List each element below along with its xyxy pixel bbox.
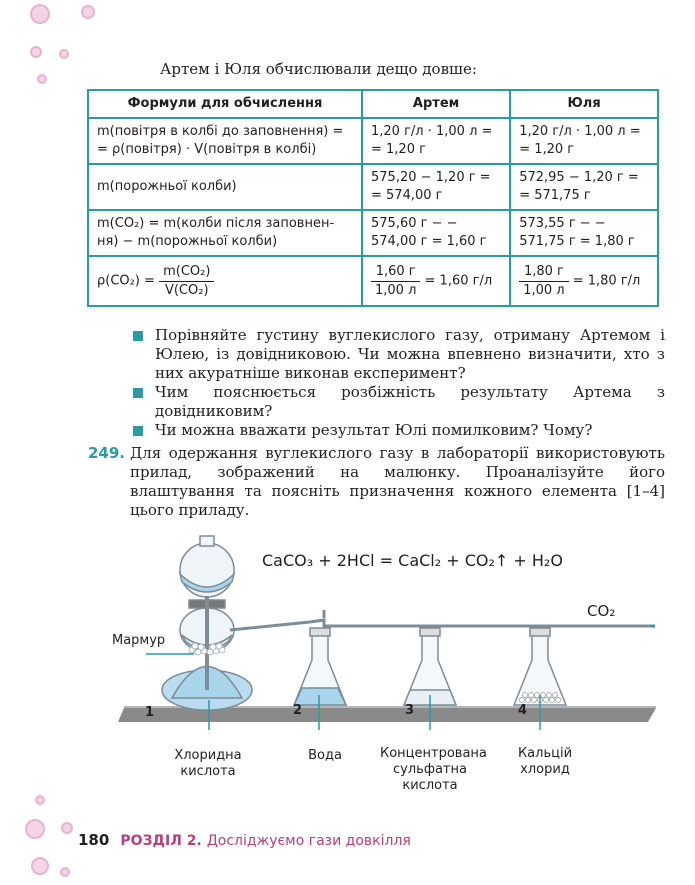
question-item: Чи можна вважати результат Юлі помилковим? Чому? [130, 421, 665, 440]
deco-circle [31, 5, 49, 23]
apparatus-number-1: 1 [145, 705, 155, 720]
artem-cell: 575,20 − 1,20 г = = 574,00 г [362, 164, 510, 210]
yulia-density-cell [510, 256, 658, 306]
connecting-tubes [310, 610, 650, 700]
table-row [88, 164, 658, 210]
density-lhs: ρ(CO₂) = [97, 273, 155, 289]
caption-sulfuric-acid: Концентрована сульфатна кислота [380, 746, 487, 793]
question-item: Чим пояснюється розбіжність результату Артема з довідниковим? [130, 383, 665, 421]
intro-text: Артем і Юля обчислювали дещо довше: [160, 60, 477, 78]
reaction-equation: CaCO₃ + 2HCl = CaCl₂ + CO₂↑ + H₂O [262, 551, 563, 570]
deco-circle [61, 868, 69, 876]
flask-calcium-chloride [514, 628, 566, 705]
fraction-numerator: m(CO₂) [159, 263, 214, 282]
deco-circle [38, 75, 46, 83]
flask-water [294, 628, 346, 705]
table-row [88, 118, 658, 164]
chapter-label: РОЗДІЛ 2. [120, 833, 202, 849]
question-list [130, 326, 665, 440]
deco-circle [60, 50, 68, 58]
formula-cell: m(повітря в колбі до заповнення) = = ρ(повітря) · V(повітря в колбі) [88, 118, 362, 164]
task-249 [88, 444, 665, 520]
header-formulas: Формули для обчислення [88, 90, 362, 118]
yulia-density-result: = 1,80 г/л [572, 273, 641, 289]
table-row [88, 210, 658, 256]
apparatus-number-2: 2 [293, 703, 303, 718]
chapter-title: Досліджуємо гази довкілля [206, 833, 411, 849]
deco-circle [32, 858, 48, 874]
task-text: Для одержання вуглекислого газу в лабораторії використовують прилад, зображений на малюнку. Проаналізуйте його влаштування та поясніть призначення кожного елемента [1–4] цього приладу. [130, 444, 665, 519]
density-formula-cell [88, 256, 362, 306]
yulia-cell: 572,95 − 1,20 г = = 571,75 г [510, 164, 658, 210]
yulia-cell: 573,55 г − − 571,75 г = 1,80 г [510, 210, 658, 256]
yulia-cell: 1,20 г/л · 1,00 л = = 1,20 г [510, 118, 658, 164]
fraction-denominator: 1,00 л [523, 282, 565, 298]
caption-water: Вода [308, 748, 342, 763]
artem-cell: 575,60 г − − 574,00 г = 1,60 г [362, 210, 510, 256]
page-footer [78, 830, 411, 849]
caption-hydrochloric-acid: Хлоридна кислота [174, 748, 242, 779]
caption-calcium-chloride: Кальцій хлорид [517, 746, 573, 777]
table-row-density [88, 256, 658, 306]
formula-cell: m(CO₂) = m(колби після заповнен-ня) − m(порожньої колби) [88, 210, 362, 256]
deco-circle [26, 820, 44, 838]
calculation-table [87, 89, 659, 307]
formula-cell: m(порожньої колби) [88, 164, 362, 210]
fraction-denominator: V(CO₂) [164, 282, 209, 298]
artem-fraction [371, 263, 420, 299]
apparatus-number-3: 3 [405, 703, 415, 718]
apparatus-illustration [110, 530, 670, 730]
artem-cell: 1,20 г/л · 1,00 л = = 1,20 г [362, 118, 510, 164]
table-header-row [88, 90, 658, 118]
header-artem: Артем [362, 90, 510, 118]
gas-label: CO₂ [587, 602, 616, 620]
fraction-numerator: 1,60 г [371, 263, 420, 282]
apparatus-number-4: 4 [518, 703, 528, 718]
question-item: Порівняйте густину вуглекислого газу, отриману Артемом і Юлею, із довідниковою. Чи можна впевнено визначити, хто з них акуратніше виконав експеримент? [130, 326, 665, 383]
fraction-denominator: 1,00 л [375, 282, 417, 298]
deco-circle [36, 796, 44, 804]
artem-density-result: = 1,60 г/л [424, 273, 493, 289]
page-number: 180 [78, 831, 110, 849]
kipp-apparatus [162, 536, 310, 710]
deco-circle [62, 823, 72, 833]
header-yulia: Юля [510, 90, 658, 118]
fraction-numerator: 1,80 г [519, 263, 568, 282]
yulia-fraction [519, 263, 568, 299]
density-fraction [159, 263, 214, 299]
task-number: 249. [88, 444, 126, 462]
artem-density-cell [362, 256, 510, 306]
flask-sulfuric-acid [404, 628, 456, 705]
deco-circle [82, 6, 94, 18]
marble-label: Мармур [112, 633, 166, 648]
deco-circle [31, 47, 41, 57]
